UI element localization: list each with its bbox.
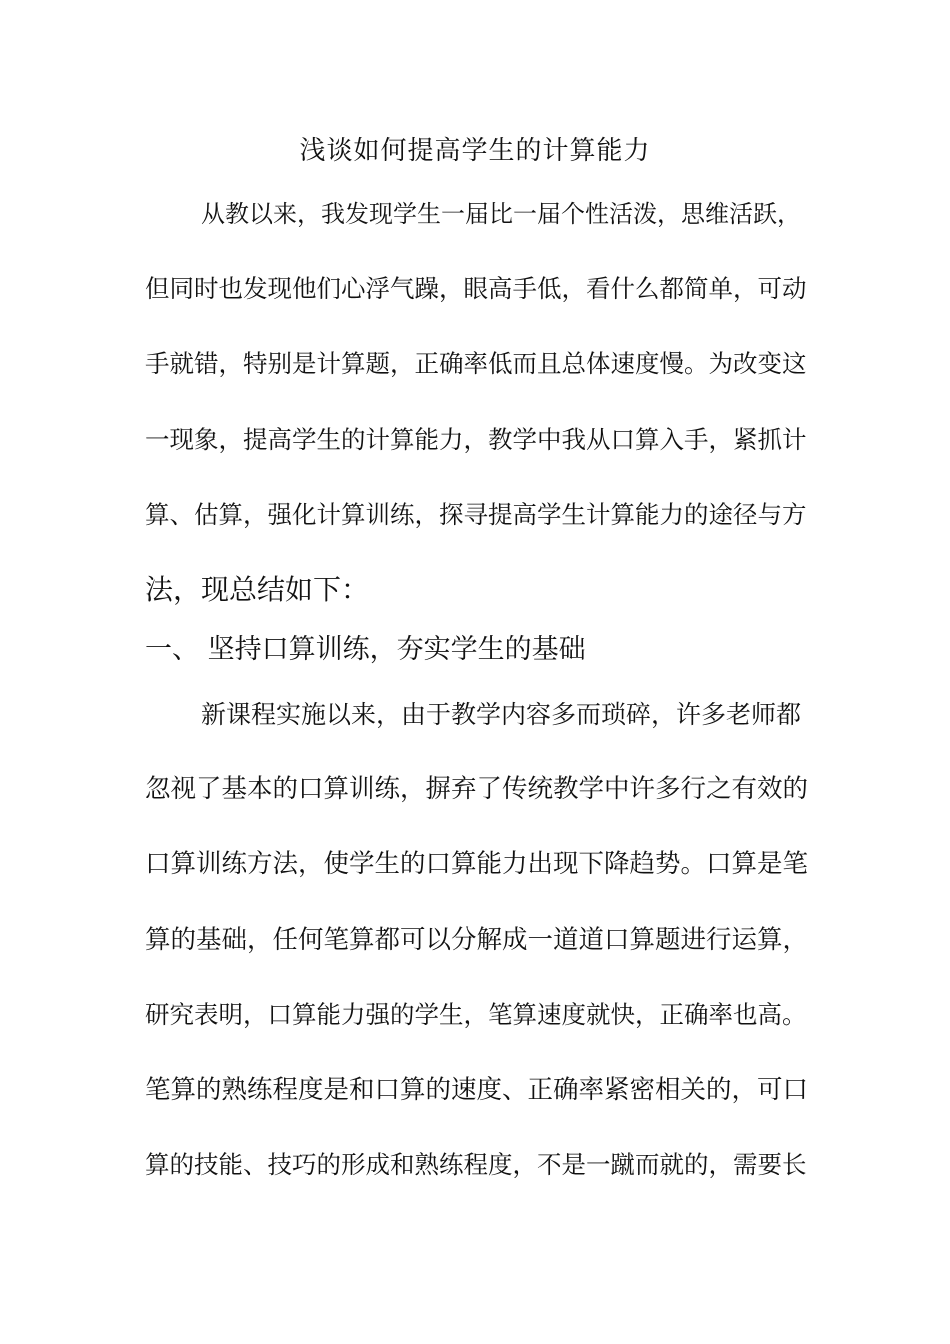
paragraph-line: 新课程实施以来，由于教学内容多而琐碎，许多老师都 (201, 700, 802, 729)
paragraph-line: 忽视了基本的口算训练，摒弃了传统教学中许多行之有效的 (145, 774, 809, 804)
section-heading: 一、 坚持口算训练，夯实学生的基础 (145, 634, 586, 665)
paragraph-line: 从教以来，我发现学生一届比一届个性活泼，思维活跃， (201, 200, 801, 228)
paragraph-line: 算、估算，强化计算训练，探寻提高学生计算能力的途径与方 (145, 500, 807, 529)
paragraph-line: 算的基础，任何笔算都可以分解成一道道口算题进行运算， (145, 925, 809, 955)
paragraph-line: 法，现总结如下： (145, 573, 370, 606)
paragraph-line: 研究表明，口算能力强的学生，笔算速度就快，正确率也高。 (145, 1000, 807, 1029)
document-title: 浅谈如何提高学生的计算能力 (299, 136, 651, 166)
paragraph-line: 但同时也发现他们心浮气躁，眼高手低，看什么都简单，可动 (145, 274, 807, 303)
paragraph-line: 算的技能、技巧的形成和熟练程度，不是一蹴而就的，需要长 (145, 1150, 807, 1179)
paragraph-line: 笔算的熟练程度是和口算的速度、正确率紧密相关的，可口 (145, 1075, 809, 1105)
paragraph-line: 一现象，提高学生的计算能力，教学中我从口算入手，紧抓计 (145, 425, 807, 454)
paragraph-line: 手就错，特别是计算题，正确率低而且总体速度慢。为改变这 (145, 349, 807, 378)
paragraph-line: 口算训练方法，使学生的口算能力出现下降趋势。口算是笔 (145, 849, 809, 879)
